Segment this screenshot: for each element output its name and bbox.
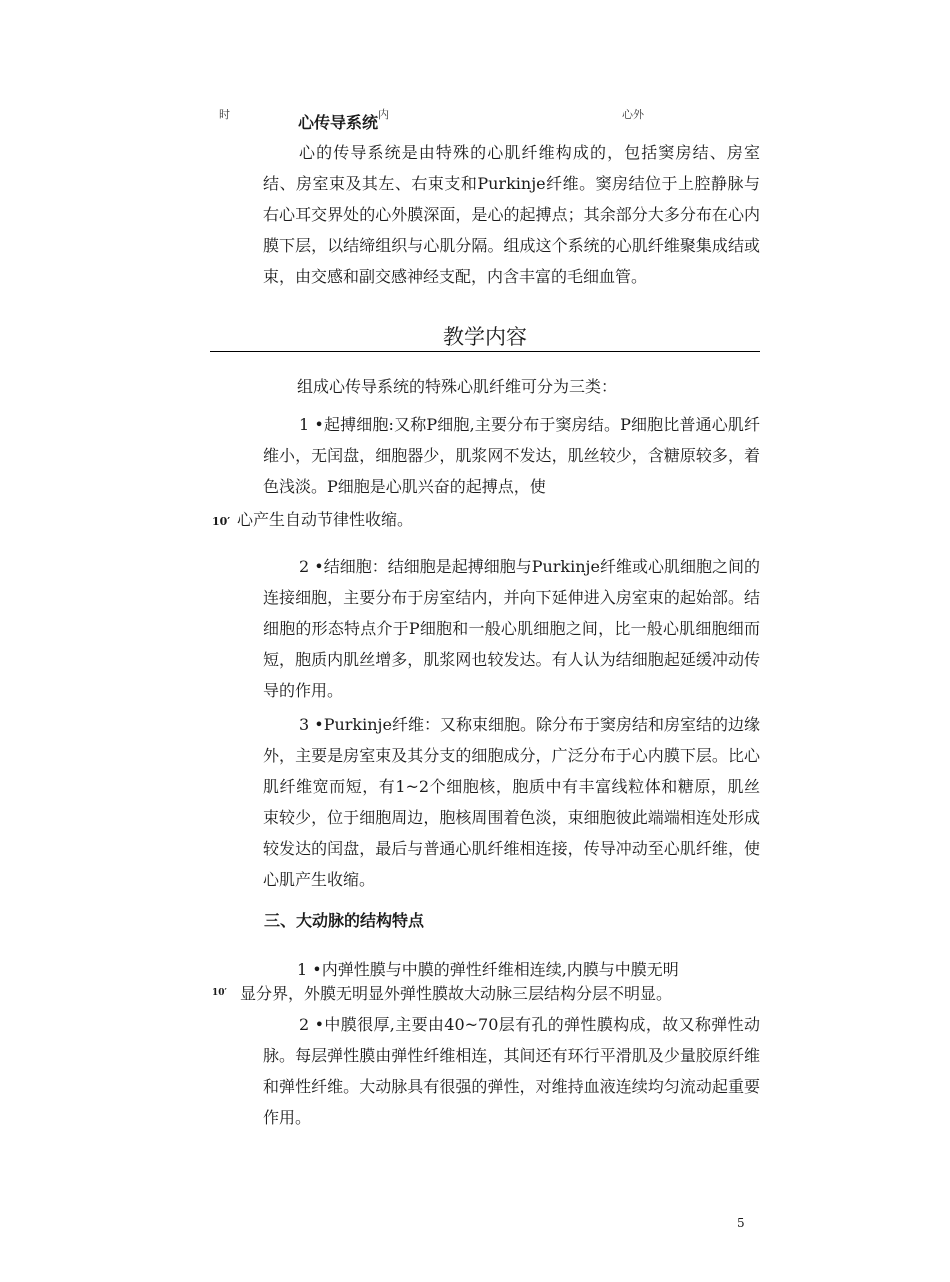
item3-paragraph: 3 •Purkinje纤维：又称束细胞。除分布于窦房结和房室结的边缘外，主要是房室束及其分支的细胞成分，广泛分布于心内膜下层。比心肌纤维宽而短，有1~2个细胞核，胞质中有丰富线粒体和糖原，肌丝束较少，位于细胞周边，胞核周围着色淡，束细胞彼此端端相连处形成较发达的闰盘，最后与普通心肌纤维相连接，传导冲动至心肌纤维，使心肌产生收缩。 (263, 715, 760, 889)
item1-paragraph: 1 •起搏细胞:又称P细胞,主要分布于窦房结。P细胞比普通心肌纤维小，无闰盘，细胞器少，肌浆网不发达，肌丝较少，含糖原较多，着色浅淡。P细胞是心肌兴奋的起搏点，使 (263, 415, 760, 496)
section3-point1-line1: 1 •内弹性膜与中膜的弹性纤维相连续,内膜与中膜无明 (297, 960, 679, 979)
lead-sentence: 组成心传导系统的特殊心肌纤维可分为三类： (297, 377, 618, 396)
item1-continuation: 心产生自动节律性收缩。 (237, 510, 414, 529)
header-fragment-mid: 内 (378, 108, 389, 121)
section-title: 教学内容 (443, 325, 527, 349)
section-heading-conduction-system: 心传导系统 (298, 113, 379, 132)
item2-paragraph: 2 •结细胞：结细胞是起搏细胞与Purkinje纤维或心肌细胞之间的连接细胞，主要分布于房室结内，并向下延伸进入房室束的起始部。结细胞的形态特点介于P细胞和一般心肌细胞之间，比一般心肌细胞细而短，胞质内肌丝增多，肌浆网也较发达。有人认为结细胞起延缓冲动传导的作用。 (263, 557, 760, 700)
intro-paragraph: 心的传导系统是由特殊的心肌纤维构成的，包括窦房结、房室结、房室束及其左、右束支和Purkinje纤维。窦房结位于上腔静脉与右心耳交界处的心外膜深面，是心的起搏点；其余部分大多分布在心内膜下层，以结缔组织与心肌分隔。组成这个系统的心肌纤维聚集成结或束，由交感和副交感神经支配，内含丰富的毛细血管。 (263, 143, 760, 286)
section3-point2: 2 •中膜很厚,主要由40~70层有孔的弹性膜构成，故又称弹性动脉。每层弹性膜由弹性纤维相连，其间还有环行平滑肌及少量胶原纤维和弹性纤维。大动脉具有很强的弹性，对维持血液连续均匀流动起重要作用。 (263, 1015, 760, 1127)
item1-time-note: 10′ (212, 515, 231, 528)
section3-heading: 三、大动脉的结构特点 (264, 911, 425, 930)
header-fragment-right: 心外 (622, 108, 644, 121)
section-title-rule (210, 351, 760, 352)
section3-point1-time-note: 10′ (212, 988, 227, 998)
section3-point1-line2: 显分界，外膜无明显外弹性膜故大动脉三层结构分层不明显。 (240, 984, 673, 1003)
page-number: 5 (737, 1216, 745, 1230)
header-fragment-left: 时 (219, 108, 230, 121)
